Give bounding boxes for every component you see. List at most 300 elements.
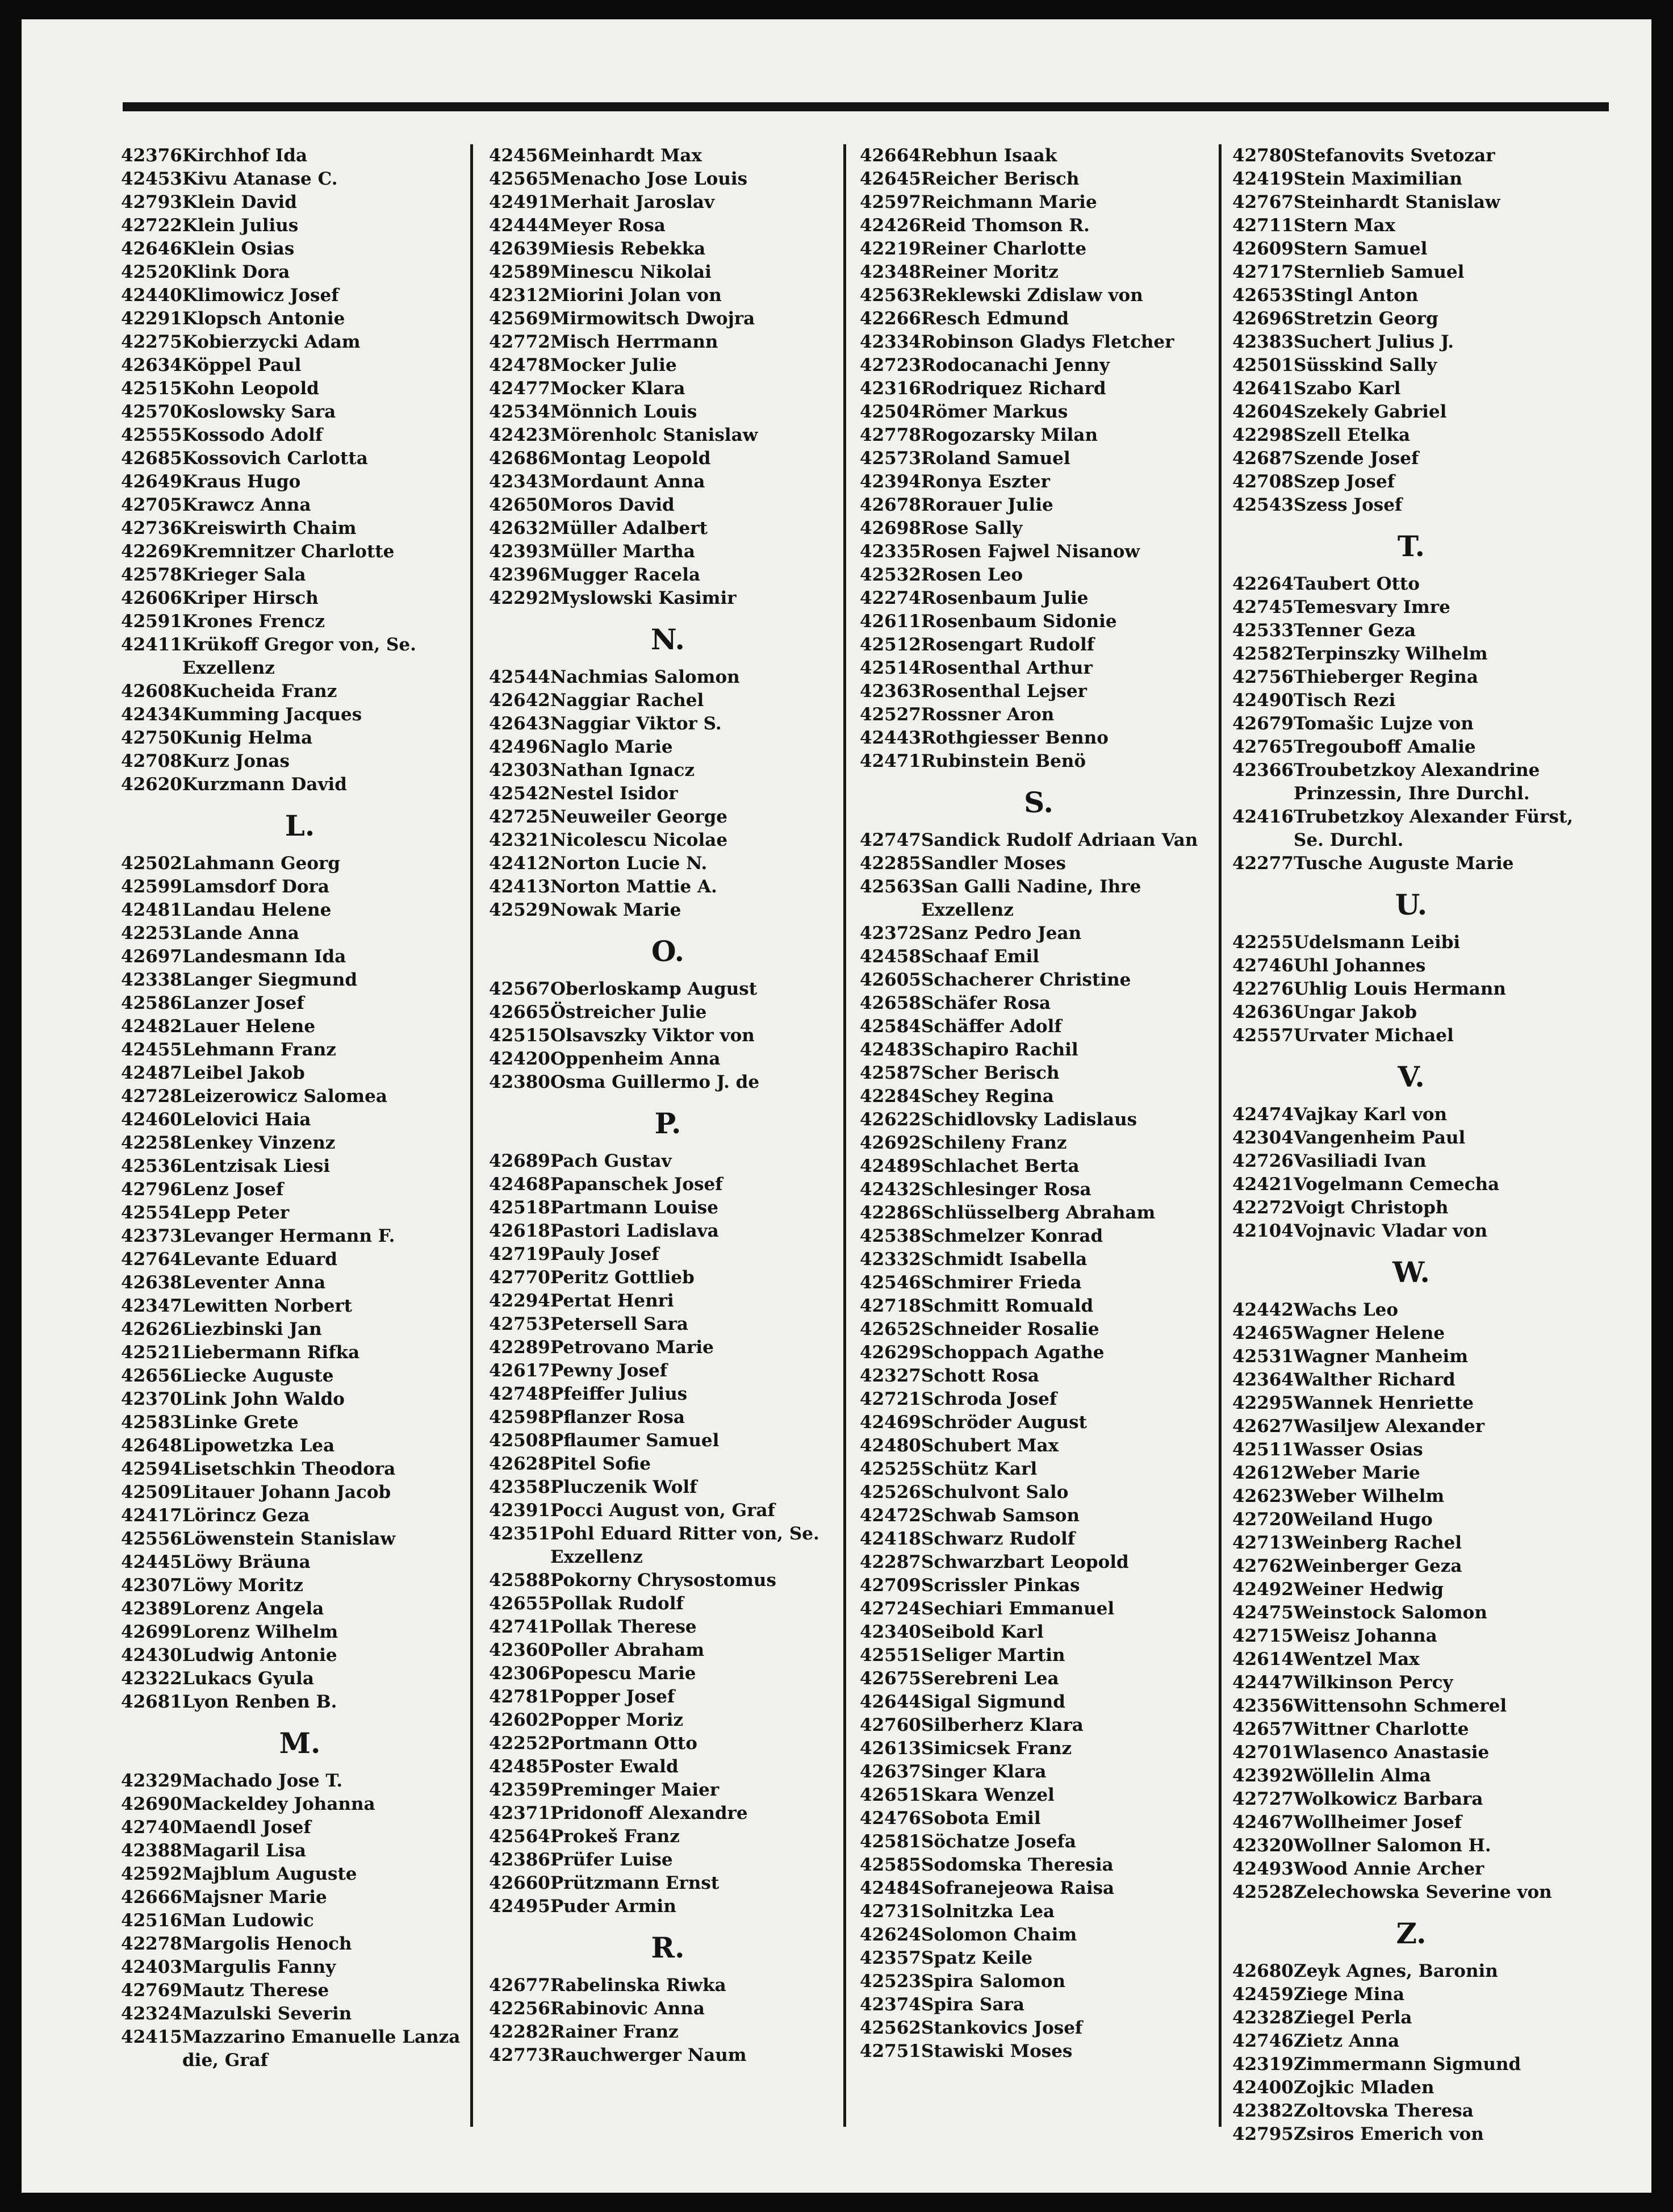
entry-name: Landesmann Ida — [182, 946, 346, 967]
entry-name: Rabelinska Riwka — [550, 1975, 726, 1996]
entry-name: Rogozarsky Milan — [921, 425, 1098, 445]
entry-name: Naggiar Viktor S. — [550, 713, 722, 734]
list-entry — [121, 494, 479, 517]
entry-number: 42480 — [860, 1435, 921, 1456]
list-entry — [1232, 1299, 1590, 1322]
entry-number: 42644 — [860, 1692, 921, 1712]
list-entry — [121, 237, 479, 261]
list-entry — [860, 1201, 1218, 1225]
list-entry — [121, 447, 479, 470]
entry-number: 42264 — [1232, 574, 1294, 594]
entry-number: 42440 — [121, 285, 182, 306]
list-entry — [1232, 1368, 1590, 1392]
entry-name: Rosenthal Arthur — [921, 658, 1093, 678]
entry-name: Leventer Anna — [182, 1272, 326, 1293]
column-3 — [860, 144, 1218, 2063]
entry-number: 42455 — [121, 1040, 182, 1060]
section-letter-heading: R. — [651, 1931, 685, 1964]
list-entry — [1232, 1834, 1590, 1858]
entry-number: 42736 — [121, 518, 182, 539]
list-entry — [121, 1956, 479, 1979]
list-entry — [489, 307, 847, 331]
list-entry — [489, 1313, 847, 1336]
list-entry — [860, 377, 1218, 400]
entry-name: Reiner Moritz — [921, 262, 1059, 282]
entry-name: Pollak Therese — [550, 1617, 697, 1637]
entry-number: 42343 — [489, 471, 550, 492]
entry-name: Szende Josef — [1294, 448, 1419, 469]
list-entry — [860, 1085, 1218, 1108]
entry-name: Vasiliadi Ivan — [1294, 1151, 1427, 1171]
entry-name: Wasser Osias — [1294, 1439, 1423, 1460]
entry-number: 42295 — [1232, 1393, 1294, 1413]
entry-name: Lipowetzka Lea — [182, 1435, 335, 1456]
entry-name: Rabinovic Anna — [550, 1998, 705, 2019]
entry-name: Pertat Henri — [550, 1291, 674, 1311]
entry-number: 42285 — [860, 853, 921, 874]
list-entry — [860, 168, 1218, 191]
entry-number: 42357 — [860, 1948, 921, 1968]
list-entry — [489, 1071, 847, 1094]
entry-name: Krükoff Gregor von, Se. Exzellenz — [182, 635, 416, 678]
list-entry — [860, 1062, 1218, 1085]
entry-number: 42711 — [1232, 215, 1294, 236]
entry-name: Sternlieb Samuel — [1294, 262, 1465, 282]
list-entry — [860, 447, 1218, 470]
entry-name: Levanger Hermann F. — [182, 1226, 395, 1246]
list-entry — [121, 470, 479, 494]
entry-name: Margulis Fanny — [182, 1957, 336, 1977]
entry-name: Lenz Josef — [182, 1179, 284, 1200]
entry-name: Lentzisak Liesi — [182, 1156, 331, 1176]
entry-name: Urvater Michael — [1294, 1025, 1454, 1046]
list-entry — [121, 1341, 479, 1364]
document-page — [22, 19, 1651, 2193]
entry-number: 42504 — [860, 402, 921, 422]
entry-number: 42284 — [860, 1086, 921, 1107]
list-entry — [489, 1639, 847, 1662]
entry-name: Osma Guillermo J. de — [550, 1072, 760, 1092]
list-entry — [860, 1225, 1218, 1248]
entry-number: 42623 — [1232, 1486, 1294, 1506]
entry-name: Stawiski Moses — [921, 2041, 1073, 2061]
entry-name: Zimmermann Sigmund — [1294, 2054, 1521, 2075]
list-entry — [1232, 1695, 1590, 1718]
list-entry — [121, 945, 479, 969]
list-entry — [121, 1979, 479, 2002]
entry-name: Robinson Gladys Fletcher — [921, 332, 1174, 352]
entry-number: 42434 — [121, 704, 182, 725]
entry-number: 42637 — [860, 1762, 921, 1782]
entry-name: Rosen Fajwel Nisanow — [921, 541, 1140, 562]
list-entry — [1232, 1881, 1590, 1904]
entry-name: Partmann Louise — [550, 1197, 718, 1218]
entry-number: 42525 — [860, 1459, 921, 1479]
entry-number: 42648 — [121, 1435, 182, 1456]
entry-name: Portmann Otto — [550, 1733, 697, 1754]
list-entry — [121, 899, 479, 922]
list-entry — [121, 750, 479, 773]
list-entry — [860, 1388, 1218, 1411]
list-entry — [489, 1755, 847, 1779]
section-letter-heading: L. — [285, 809, 315, 842]
entry-number: 42483 — [860, 1040, 921, 1060]
entry-number: 42597 — [860, 192, 921, 212]
entry-name: Rodriquez Richard — [921, 378, 1106, 399]
list-entry — [1232, 1150, 1590, 1173]
entry-number: 42641 — [1232, 378, 1294, 399]
entry-name: Sodomska Theresia — [921, 1855, 1114, 1875]
entry-name: Liebermann Rifka — [182, 1342, 360, 1363]
entry-number: 42713 — [1232, 1533, 1294, 1553]
entry-name: Müller Adalbert — [550, 518, 708, 539]
list-entry — [1232, 424, 1590, 447]
entry-name: Lepp Peter — [182, 1203, 290, 1223]
list-entry — [860, 1458, 1218, 1481]
entry-number: 42512 — [860, 635, 921, 655]
list-entry — [121, 1318, 479, 1341]
entry-number: 42289 — [489, 1337, 550, 1358]
entry-number: 42515 — [489, 1025, 550, 1046]
list-entry — [489, 331, 847, 354]
list-entry — [489, 1243, 847, 1266]
list-entry — [860, 1155, 1218, 1178]
list-entry — [489, 2021, 847, 2044]
entry-name: Roland Samuel — [921, 448, 1070, 469]
list-entry — [121, 633, 479, 680]
entry-name: Wollheimer Josef — [1294, 1812, 1462, 1833]
entry-number: 42520 — [121, 262, 182, 282]
section-letter-heading: P. — [654, 1107, 681, 1140]
entry-name: Solnitzka Lea — [921, 1901, 1055, 1922]
entry-number: 42638 — [121, 1272, 182, 1293]
list-entry — [489, 1173, 847, 1196]
list-entry — [121, 1411, 479, 1434]
entry-name: Kumming Jacques — [182, 704, 362, 725]
list-entry — [121, 1201, 479, 1225]
entry-name: Pluczenik Wolf — [550, 1477, 697, 1497]
entry-number: 42481 — [121, 900, 182, 920]
entry-name: Mirmowitsch Dwojra — [550, 308, 755, 329]
list-entry — [121, 1271, 479, 1295]
entry-number: 42411 — [121, 635, 182, 655]
entry-name: Pitel Sofie — [550, 1454, 651, 1474]
entry-name: Poster Ewald — [550, 1756, 679, 1777]
entry-number: 42624 — [860, 1925, 921, 1945]
entry-number: 42696 — [1232, 308, 1294, 329]
list-entry — [489, 1289, 847, 1313]
entry-name: Weber Wilhelm — [1294, 1486, 1445, 1506]
list-entry — [1232, 852, 1590, 875]
entry-number: 42374 — [860, 1994, 921, 2015]
list-entry — [489, 1001, 847, 1024]
list-entry — [1232, 1024, 1590, 1047]
entry-number: 42741 — [489, 1617, 550, 1637]
list-entry — [489, 1779, 847, 1802]
list-entry — [121, 1574, 479, 1597]
list-entry — [489, 214, 847, 237]
entry-number: 42219 — [860, 239, 921, 259]
entry-name: Schwarzbart Leopold — [921, 1552, 1129, 1572]
list-entry — [489, 1895, 847, 1918]
list-entry — [1232, 214, 1590, 237]
list-entry — [1232, 1960, 1590, 1983]
entry-number: 42523 — [860, 1971, 921, 1992]
entry-name: Leizerowicz Salomea — [182, 1086, 387, 1107]
entry-name: Margolis Henoch — [182, 1934, 352, 1954]
list-entry — [1232, 1601, 1590, 1625]
list-entry — [489, 1406, 847, 1429]
entry-number: 42334 — [860, 332, 921, 352]
entry-name: Prüfer Luise — [550, 1850, 673, 1870]
entry-name: Pewny Josef — [550, 1360, 668, 1381]
list-entry — [489, 1220, 847, 1243]
entry-name: Reklewski Zdislaw von — [921, 285, 1143, 306]
list-entry — [489, 144, 847, 168]
list-entry — [121, 587, 479, 610]
list-entry — [489, 447, 847, 470]
column-divider — [1219, 144, 1222, 2127]
entry-name: Römer Markus — [921, 402, 1068, 422]
list-entry — [1232, 1196, 1590, 1220]
entry-number: 42485 — [489, 1756, 550, 1777]
list-entry — [489, 191, 847, 214]
entry-name: Krones Frencz — [182, 611, 325, 632]
entry-number: 42477 — [489, 378, 550, 399]
list-entry — [860, 1318, 1218, 1341]
list-entry — [860, 237, 1218, 261]
entry-name: Oppenheim Anna — [550, 1049, 721, 1069]
list-entry — [121, 1108, 479, 1132]
entry-name: Tusche Auguste Marie — [1294, 853, 1514, 874]
entry-number: 42475 — [1232, 1602, 1294, 1623]
list-entry — [860, 517, 1218, 540]
entry-name: Mugger Racela — [550, 565, 701, 585]
list-entry — [860, 852, 1218, 875]
entry-name: Wöllelin Alma — [1294, 1766, 1431, 1786]
entry-name: Nathan Ignacz — [550, 760, 695, 781]
entry-name: Wittner Charlotte — [1294, 1719, 1469, 1739]
entry-number: 42586 — [121, 993, 182, 1013]
list-entry — [1232, 1001, 1590, 1024]
section-letter-heading: T. — [1397, 529, 1425, 563]
entry-number: 42496 — [489, 737, 550, 757]
entry-number: 42613 — [860, 1738, 921, 1759]
list-entry — [860, 214, 1218, 237]
entry-number: 42750 — [121, 728, 182, 748]
list-entry — [489, 261, 847, 284]
entry-number: 42531 — [1232, 1346, 1294, 1367]
entry-number: 42584 — [860, 1016, 921, 1037]
list-entry — [121, 1691, 479, 1714]
entry-number: 42554 — [121, 1203, 182, 1223]
entry-number: 42770 — [489, 1267, 550, 1288]
entry-name: Lauer Helene — [182, 1016, 316, 1037]
entry-number: 42389 — [121, 1599, 182, 1619]
entry-name: Schaaf Emil — [921, 946, 1040, 967]
list-entry — [489, 1359, 847, 1383]
entry-name: Norton Lucie N. — [550, 853, 708, 874]
list-entry — [489, 470, 847, 494]
list-entry — [1232, 1531, 1590, 1555]
entry-number: 42383 — [1232, 332, 1294, 352]
list-entry — [860, 1132, 1218, 1155]
entry-number: 42391 — [489, 1500, 550, 1521]
list-entry — [489, 1997, 847, 2021]
entry-number: 42394 — [860, 471, 921, 492]
entry-name: Rubinstein Benö — [921, 751, 1086, 771]
list-entry — [860, 354, 1218, 377]
entry-number: 42396 — [489, 565, 550, 585]
entry-number: 42493 — [1232, 1859, 1294, 1879]
list-entry — [1232, 931, 1590, 954]
list-entry — [489, 666, 847, 689]
entry-number: 42639 — [489, 239, 550, 259]
entry-name: Lyon Renben B. — [182, 1692, 337, 1712]
entry-name: Scher Berisch — [921, 1063, 1060, 1083]
list-entry — [489, 1266, 847, 1289]
list-entry — [860, 284, 1218, 307]
list-entry — [1232, 805, 1590, 852]
entry-number: 42602 — [489, 1710, 550, 1730]
entry-name: Schwarz Rudolf — [921, 1529, 1076, 1549]
list-entry — [860, 1038, 1218, 1062]
entry-name: Mocker Julie — [550, 355, 677, 375]
list-entry — [860, 470, 1218, 494]
entry-number: 42569 — [489, 308, 550, 329]
entry-number: 42445 — [121, 1552, 182, 1572]
entry-name: Myslowski Kasimir — [550, 588, 737, 608]
list-entry — [489, 1569, 847, 1592]
entry-number: 42456 — [489, 145, 550, 166]
entry-name: Meyer Rosa — [550, 215, 666, 236]
entry-number: 42412 — [489, 853, 550, 874]
entry-name: Spira Sara — [921, 1994, 1024, 2015]
entry-name: Rainer Franz — [550, 2022, 679, 2042]
entry-name: Ziege Mina — [1294, 1984, 1405, 2005]
list-entry — [489, 237, 847, 261]
entry-number: 42796 — [121, 1179, 182, 1200]
entry-name: Wlasenco Anastasie — [1294, 1742, 1490, 1763]
list-entry — [1232, 954, 1590, 978]
list-entry — [1232, 1345, 1590, 1368]
list-entry — [1232, 1322, 1590, 1345]
list-entry — [489, 805, 847, 829]
entry-number: 42511 — [1232, 1439, 1294, 1460]
entry-number: 42689 — [489, 1151, 550, 1171]
entry-name: Maendl Josef — [182, 1817, 311, 1838]
list-entry — [489, 712, 847, 736]
entry-number: 42622 — [860, 1109, 921, 1130]
entry-name: Meinhardt Max — [550, 145, 702, 166]
entry-name: Trubetzkoy Alexander Fürst, Se. Durchl. — [1294, 807, 1574, 850]
list-entry — [1232, 1555, 1590, 1578]
entry-name: Walther Richard — [1294, 1370, 1455, 1390]
entry-number: 42400 — [1232, 2077, 1294, 2098]
entry-number: 42321 — [489, 830, 550, 850]
entry-number: 42567 — [489, 979, 550, 999]
entry-name: Papanschek Josef — [550, 1174, 723, 1195]
entry-name: Kohn Leopold — [182, 378, 319, 399]
entry-name: Stingl Anton — [1294, 285, 1419, 306]
entry-name: Rorauer Julie — [921, 495, 1053, 515]
entry-number: 42351 — [489, 1524, 550, 1544]
entry-name: Vojnavic Vladar von — [1294, 1221, 1488, 1241]
entry-name: Zeyk Agnes, Baronin — [1294, 1961, 1498, 1981]
list-entry — [489, 852, 847, 875]
entry-name: Spira Salomon — [921, 1971, 1065, 1992]
list-entry — [121, 540, 479, 564]
list-entry — [1232, 2076, 1590, 2100]
entry-number: 42708 — [1232, 471, 1294, 492]
entry-name: Wannek Henriette — [1294, 1393, 1474, 1413]
list-entry — [1232, 331, 1590, 354]
list-entry — [489, 689, 847, 712]
entry-number: 42527 — [860, 704, 921, 725]
list-entry — [121, 564, 479, 587]
list-entry — [489, 377, 847, 400]
list-entry — [860, 1667, 1218, 1691]
list-entry — [1232, 1983, 1590, 2006]
entry-name: Nowak Marie — [550, 900, 681, 920]
entry-number: 42489 — [860, 1156, 921, 1176]
list-entry — [860, 564, 1218, 587]
entry-number: 42282 — [489, 2022, 550, 2042]
list-entry — [1232, 1508, 1590, 1531]
entry-number: 42679 — [1232, 713, 1294, 734]
entry-name: Prokeš Franz — [550, 1826, 680, 1847]
entry-number: 42778 — [860, 425, 921, 445]
list-entry — [489, 354, 847, 377]
entry-number: 42611 — [860, 611, 921, 632]
entry-name: Peritz Gottlieb — [550, 1267, 695, 1288]
section-letter-heading: Z. — [1396, 1917, 1427, 1950]
list-entry — [860, 1737, 1218, 1760]
list-entry — [121, 1527, 479, 1551]
entry-number: 42359 — [489, 1780, 550, 1800]
entry-number: 42372 — [860, 923, 921, 944]
entry-number: 42626 — [121, 1319, 182, 1339]
entry-name: Zietz Anna — [1294, 2031, 1400, 2051]
list-entry — [860, 1714, 1218, 1737]
list-entry — [1232, 494, 1590, 517]
list-entry — [121, 1481, 479, 1504]
entry-name: Temesvary Imre — [1294, 597, 1450, 617]
entry-number: 42582 — [1232, 644, 1294, 664]
list-entry — [489, 1476, 847, 1499]
entry-name: Schulvont Salo — [921, 1482, 1069, 1503]
entry-name: Wentzel Max — [1294, 1649, 1420, 1670]
entry-number: 42709 — [860, 1575, 921, 1596]
section-letter-heading: M. — [279, 1726, 321, 1760]
entry-name: Kossodo Adolf — [182, 425, 323, 445]
entry-number: 42276 — [1232, 979, 1294, 999]
list-entry — [121, 727, 479, 750]
entry-name: Schmitt Romuald — [921, 1296, 1094, 1316]
entry-name: Miorini Jolan von — [550, 285, 722, 306]
entry-name: Thieberger Regina — [1294, 667, 1478, 687]
list-entry — [121, 191, 479, 214]
entry-number: 42745 — [1232, 597, 1294, 617]
entry-name: Lehmann Franz — [182, 1040, 336, 1060]
entry-number: 42272 — [1232, 1197, 1294, 1218]
entry-number: 42592 — [121, 1864, 182, 1884]
entry-name: Silberherz Klara — [921, 1715, 1084, 1735]
entry-number: 42717 — [1232, 262, 1294, 282]
list-entry — [1232, 191, 1590, 214]
entry-number: 42772 — [489, 332, 550, 352]
entry-number: 42533 — [1232, 620, 1294, 641]
